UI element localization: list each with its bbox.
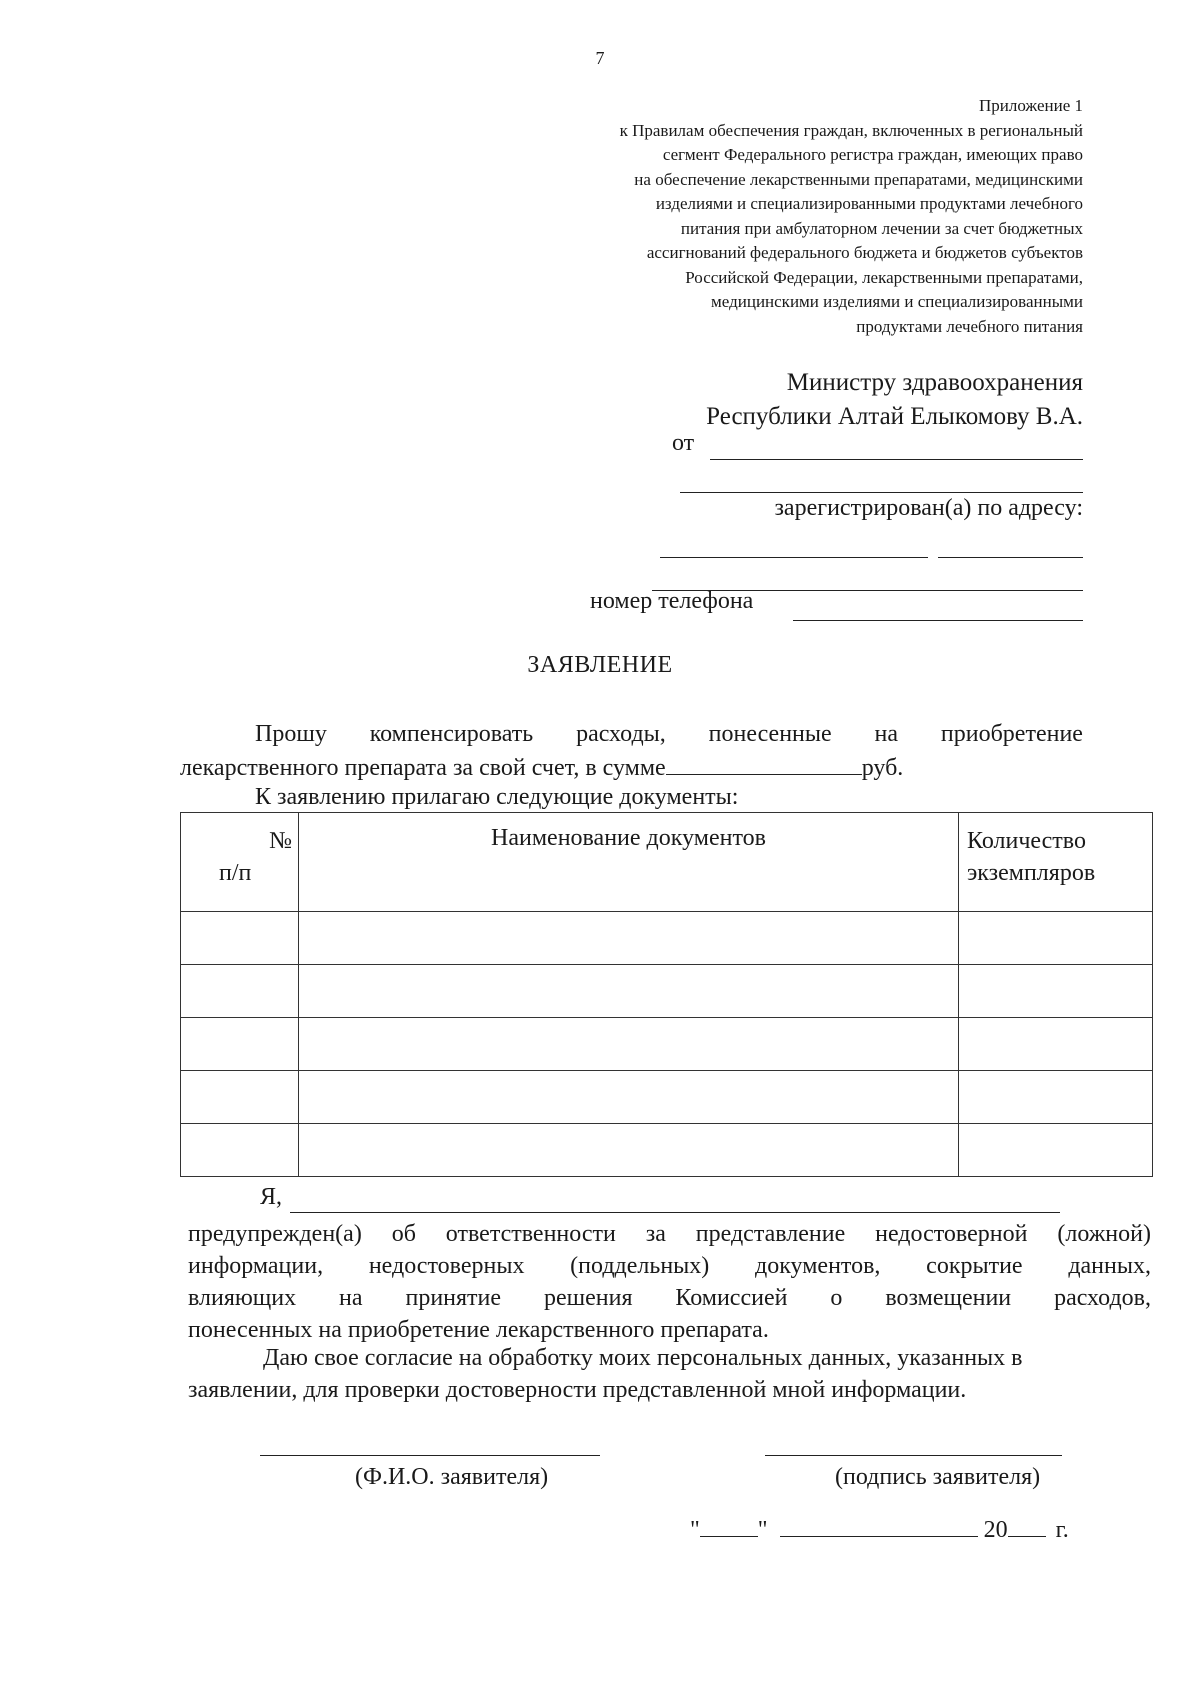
annex-line: питания при амбулаторном лечении за счет бюджетных bbox=[680, 218, 1083, 238]
from-name-field-continued[interactable] bbox=[680, 492, 1083, 493]
from-label: от bbox=[672, 430, 695, 456]
declaration-line: предупрежден(а) об ответственности за представление недостоверной (ложной) bbox=[188, 1221, 1151, 1247]
document-title: ЗАЯВЛЕНИЕ bbox=[527, 652, 673, 678]
date-year-suffix: г. bbox=[1055, 1517, 1069, 1543]
annex-line: Приложение 1 bbox=[979, 96, 1083, 115]
cell-quantity[interactable] bbox=[959, 912, 1153, 965]
column-header-number bbox=[181, 813, 299, 912]
request-word: на bbox=[874, 721, 899, 747]
cell-quantity[interactable] bbox=[959, 1124, 1153, 1177]
cell-quantity[interactable] bbox=[959, 965, 1153, 1018]
table-header-row bbox=[181, 813, 1153, 912]
cell-number[interactable] bbox=[181, 1071, 299, 1124]
request-word: приобретение bbox=[940, 721, 1083, 747]
column-header-number-abbrev: п/п bbox=[219, 860, 252, 886]
declarant-name-field[interactable] bbox=[290, 1212, 1060, 1213]
applicant-signature-line[interactable] bbox=[765, 1455, 1062, 1456]
attachments-table bbox=[180, 812, 1153, 1177]
table-row bbox=[181, 1071, 1153, 1124]
date-year-field[interactable] bbox=[1008, 1512, 1046, 1537]
annex-line: к Правилам обеспечения граждан, включенных в региональный bbox=[619, 120, 1083, 140]
applicant-name-caption: (Ф.И.О. заявителя) bbox=[355, 1464, 549, 1490]
date-month-field[interactable] bbox=[780, 1512, 978, 1537]
applicant-name-line[interactable] bbox=[260, 1455, 600, 1456]
column-header-quantity bbox=[959, 813, 1153, 912]
date-year-prefix: 20 bbox=[983, 1517, 1008, 1543]
declaration-line: влияющих на принятие решения Комиссией о возмещении расходов, bbox=[188, 1285, 1151, 1311]
consent-line-1: Даю свое согласие на обработку моих персональных данных, указанных в bbox=[263, 1345, 1023, 1371]
column-header-number-symbol: № bbox=[269, 828, 292, 854]
cell-document-name[interactable] bbox=[299, 965, 959, 1018]
date-quote-open: " bbox=[690, 1517, 700, 1543]
phone-label: номер телефона bbox=[590, 588, 754, 614]
table-row bbox=[181, 912, 1153, 965]
declarant-label: Я, bbox=[260, 1184, 283, 1210]
table-row bbox=[181, 1124, 1153, 1177]
consent-line-2: заявлении, для проверки достоверности представленной мной информации. bbox=[188, 1377, 967, 1403]
request-line-1 bbox=[180, 718, 1083, 750]
annex-line: изделиями и специализированными продуктами лечебного bbox=[655, 194, 1083, 213]
phone-field[interactable] bbox=[793, 620, 1083, 621]
declaration-line: понесенных на приобретение лекарственного препарата. bbox=[188, 1317, 769, 1343]
request-paragraph bbox=[180, 718, 1083, 784]
column-header-document-name: Наименование документов bbox=[299, 813, 959, 912]
cell-number[interactable] bbox=[181, 1124, 299, 1177]
declaration-paragraph bbox=[188, 1218, 1151, 1346]
from-name-field[interactable] bbox=[710, 459, 1083, 460]
cell-document-name[interactable] bbox=[299, 912, 959, 965]
applicant-signature-caption: (подпись заявителя) bbox=[835, 1464, 1041, 1490]
column-header-quantity-line-1: Количество bbox=[967, 828, 1086, 854]
page-number: 7 bbox=[595, 48, 605, 68]
request-line-2 bbox=[180, 750, 1083, 784]
request-word: компенсировать bbox=[369, 721, 534, 747]
cell-document-name[interactable] bbox=[299, 1071, 959, 1124]
registered-address-label: зарегистрирован(а) по адресу: bbox=[774, 495, 1083, 521]
request-amount-prefix: лекарственного препарата за свой счет, в сумме bbox=[180, 755, 666, 781]
address-field-part-2[interactable] bbox=[938, 557, 1083, 558]
currency-label: руб. bbox=[861, 755, 904, 781]
annex-line: продуктами лечебного питания bbox=[856, 316, 1083, 336]
cell-quantity[interactable] bbox=[959, 1071, 1153, 1124]
annex-line: на обеспечение лекарственными препаратами, медицинскими bbox=[634, 169, 1083, 189]
annex-line: медицинскими изделиями и специализированными bbox=[711, 292, 1083, 311]
cell-document-name[interactable] bbox=[299, 1018, 959, 1071]
cell-number[interactable] bbox=[181, 912, 299, 965]
addressee-line-2: Республики Алтай Елыкомову В.А. bbox=[706, 403, 1083, 430]
annex-header bbox=[523, 94, 1083, 339]
cell-number[interactable] bbox=[181, 1018, 299, 1071]
table-row bbox=[181, 965, 1153, 1018]
annex-line: сегмент Федерального регистра граждан, имеющих право bbox=[662, 145, 1083, 164]
date-row bbox=[690, 1512, 1069, 1544]
cell-number[interactable] bbox=[181, 965, 299, 1018]
cell-quantity[interactable] bbox=[959, 1018, 1153, 1071]
request-word: понесенные bbox=[708, 721, 832, 747]
date-quote-close: " bbox=[757, 1517, 768, 1543]
cell-document-name[interactable] bbox=[299, 1124, 959, 1177]
table-row bbox=[181, 1018, 1153, 1071]
declaration-line: информации, недостоверных (поддельных) документов, сокрытие данных, bbox=[188, 1253, 1151, 1279]
date-day-field[interactable] bbox=[700, 1512, 758, 1537]
request-word: Прошу bbox=[255, 721, 327, 747]
annex-line: Российской Федерации, лекарственными препаратами, bbox=[685, 267, 1083, 287]
address-field-part-1[interactable] bbox=[660, 557, 928, 558]
request-word: расходы, bbox=[576, 721, 666, 747]
attachments-label: К заявлению прилагаю следующие документы: bbox=[255, 784, 739, 810]
column-header-quantity-line-2: экземпляров bbox=[967, 860, 1096, 886]
consent-paragraph bbox=[188, 1342, 1151, 1406]
amount-field[interactable] bbox=[666, 750, 862, 775]
addressee-line-1: Министру здравоохранения bbox=[786, 369, 1083, 396]
annex-line: ассигнований федерального бюджета и бюджетов субъектов bbox=[646, 243, 1083, 262]
